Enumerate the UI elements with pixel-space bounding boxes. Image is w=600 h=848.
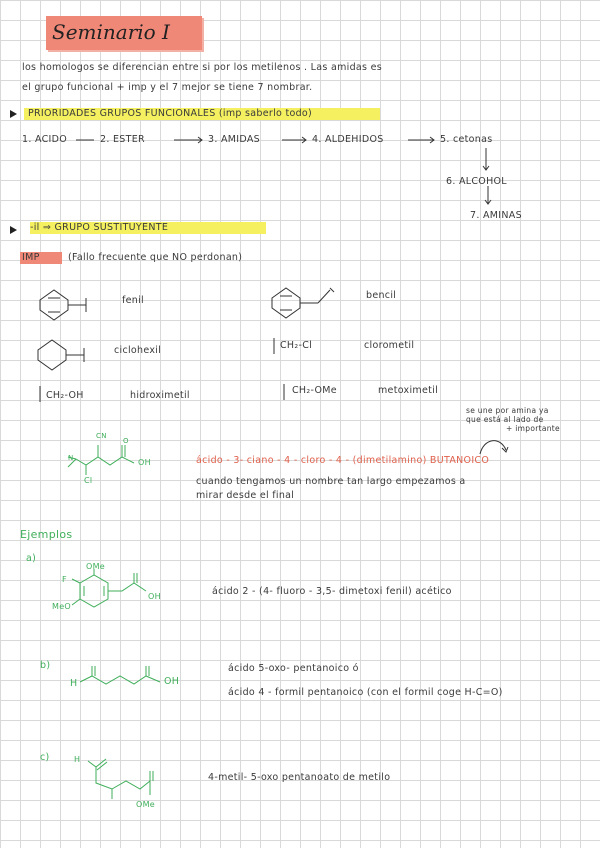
example-c-ome: OMe [136, 800, 156, 809]
example-b-label: b) [40, 660, 51, 671]
priority-arrows [0, 0, 600, 240]
imp-text: (Fallo frecuente que NO perdonan) [68, 252, 243, 263]
priority-item-6: 6. ALCOHOL [446, 176, 507, 187]
group-fenil: fenil [122, 295, 144, 306]
example-a-meo: MeO [52, 602, 72, 611]
group-bencil: bencil [366, 290, 397, 301]
butanoic-acid-structure [60, 435, 170, 490]
priority-item-4: 4. ALDEHIDOS [312, 134, 384, 145]
example-c-h: H [74, 755, 81, 764]
example-main-explain-1: cuando tengamos un nombre tan largo empezamos a [196, 476, 466, 487]
priority-item-3: 3. AMIDAS [208, 134, 260, 145]
mol-n-label: N [68, 454, 74, 462]
priority-item-7: 7. AMINAS [470, 210, 522, 221]
bullet-icon [10, 226, 17, 234]
priority-item-5: 5. cetonas [440, 134, 493, 145]
intro-line-2: el grupo funcional + imp y el 7 mejor se tiene 7 nombrar. [22, 82, 313, 93]
example-b-oh: OH [164, 676, 180, 687]
group-metoximetil: metoximetil [378, 385, 439, 396]
example-b-name-2: ácido 4 - formil pentanoico (con el formil coge H-C=O) [228, 687, 503, 698]
group-ch2oh: CH₂-OH [46, 390, 84, 401]
group-hidroximetil: hidroximetil [130, 390, 190, 401]
intro-line-1: los homologos se diferencian entre si por los metilenos . Las amidas es [22, 62, 382, 73]
priority-heading: PRIORIDADES GRUPOS FUNCIONALES (imp saberlo todo) [28, 108, 313, 119]
mol-o-label: O [123, 437, 129, 445]
example-a-f: F [62, 575, 67, 584]
example-a-name: ácido 2 - (4- fluoro - 3,5- dimetoxi fenil) acético [212, 586, 452, 597]
example-a-label: a) [26, 553, 37, 564]
mol-oh-label: OH [138, 458, 151, 467]
note-curved-arrow [460, 428, 520, 458]
example-a-ome: OMe [86, 562, 106, 571]
note-line-1: se une por amina ya [466, 406, 549, 415]
page-title: Seminario I [52, 20, 170, 44]
example-a-oh: OH [148, 592, 161, 601]
group-ch2cl: CH₂-Cl [280, 340, 313, 351]
example-c-structure [80, 755, 180, 815]
group-ch2ome: CH₂-OMe [292, 385, 337, 396]
priority-item-2: 2. ESTER [100, 134, 145, 145]
example-c-label: c) [40, 752, 50, 763]
example-b-h: H [70, 678, 78, 689]
examples-heading: Ejemplos [20, 528, 73, 541]
example-b-name-1: ácido 5-oxo- pentanoico ó [228, 663, 359, 674]
group-clorometil: clorometil [364, 340, 415, 351]
example-c-name: 4-metil- 5-oxo pentanoato de metilo [208, 772, 391, 783]
example-main-explain-2: mirar desde el final [196, 490, 295, 501]
group-ciclohexil: ciclohexil [114, 345, 162, 356]
mol-cl-label: Cl [84, 476, 93, 485]
note-line-3: + importante [506, 424, 560, 433]
note-line-2: que está al lado de [466, 415, 544, 424]
substituent-heading: -il ⇒ GRUPO SUSTITUYENTE [30, 222, 169, 233]
example-main-name: ácido - 3- ciano - 4 - cloro - 4 - (dimetilamino) BUTANOICO [196, 455, 490, 466]
priority-item-1: 1. ACIDO [22, 134, 68, 145]
imp-tag: IMP [22, 252, 40, 263]
mol-cn-label: CN [96, 432, 107, 440]
